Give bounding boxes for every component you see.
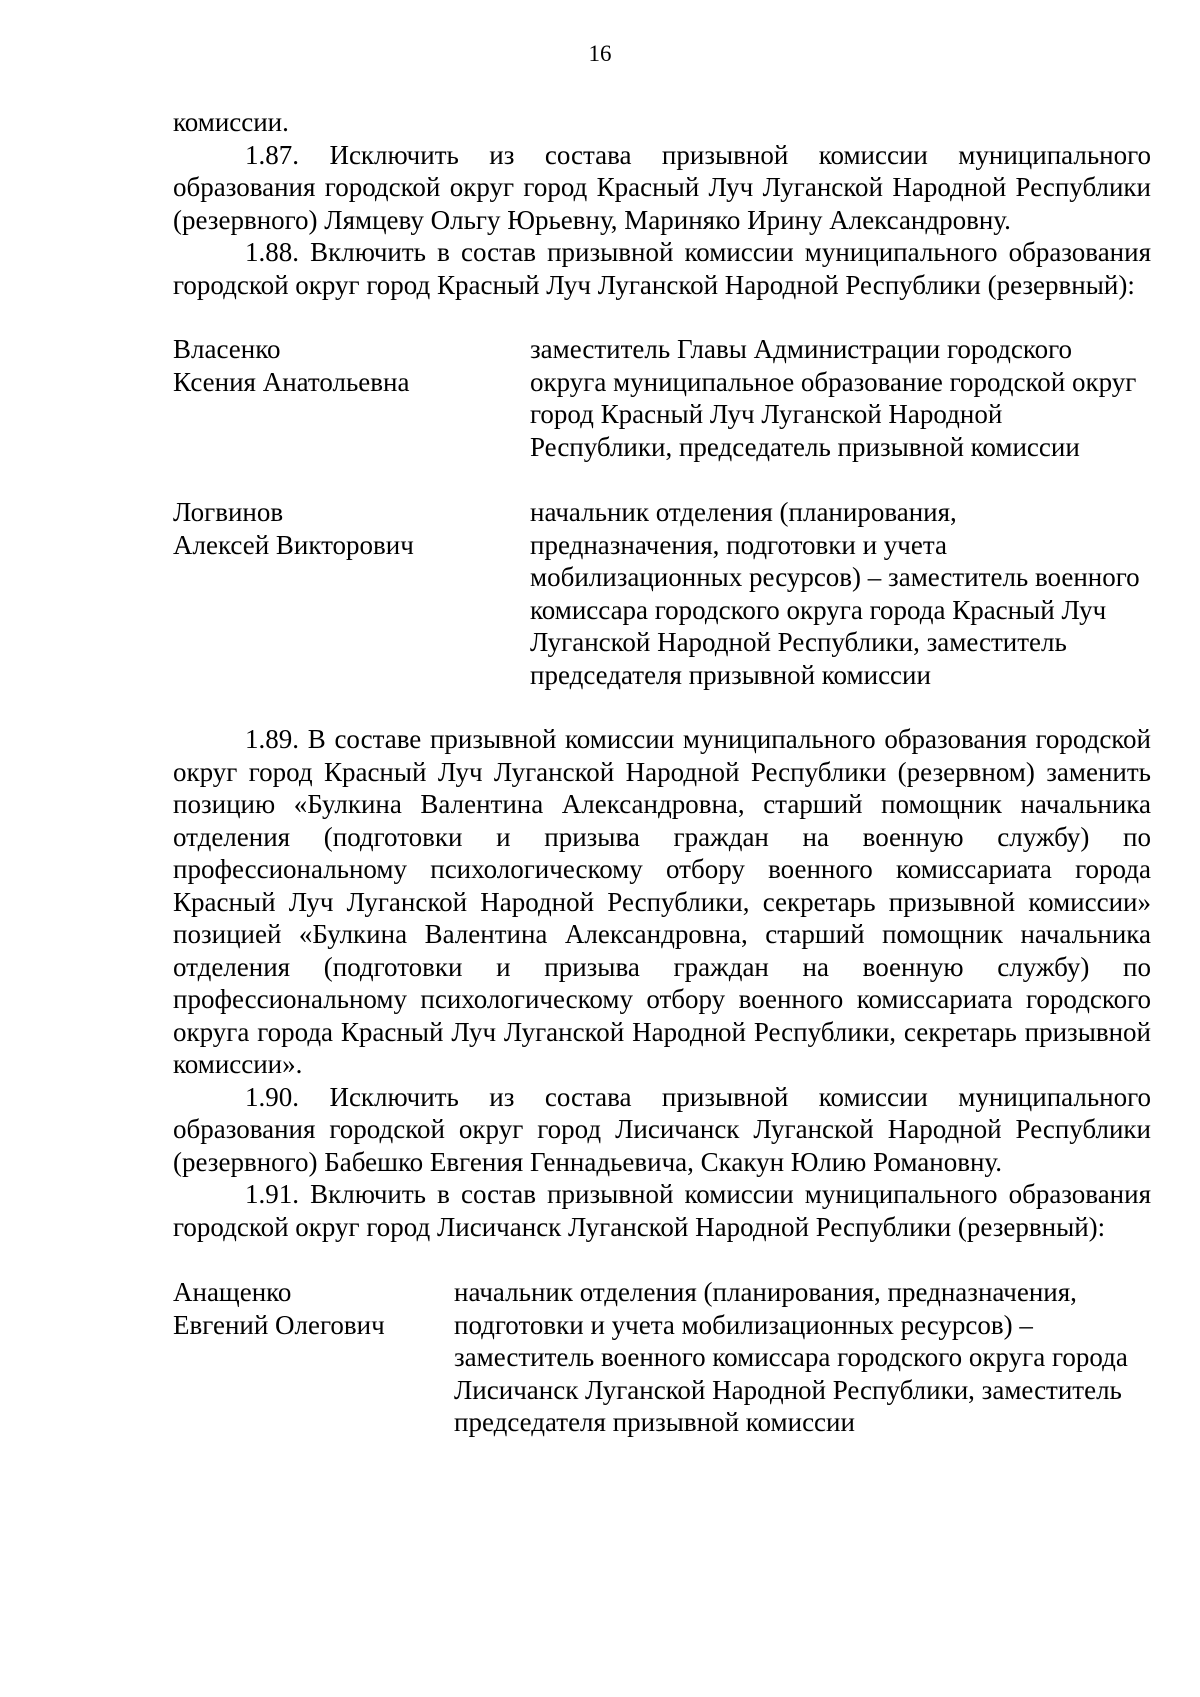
- paragraph-text: В составе призывной комиссии муниципального образования городской округ город Красный Луч Луганской Народной Республики (резервном) заменить позицию «Булкина Валентина Александровна, старший помощник начальника отделения (подготовки и призыва граждан на военную службу) по профессиональному психологическому отбору военного комиссариата города Красный Луч Луганской Народной Республики, секретарь призывной комиссии» позицией «Булкина Валентина Александровна, старший помощник начальника отделения (подготовки и призыва граждан на военную службу) по профессиональному психологическому отбору военного комиссариата городского округа города Красный Луч Луганской Народной Республики, секретарь призывной комиссии».: [173, 724, 1151, 1079]
- member-name: [173, 333, 530, 463]
- member-role: заместитель Главы Администрации городского округа муниципальное образование городской округ город Красный Луч Луганской Народной Республики, председатель призывной комиссии: [530, 334, 1137, 462]
- paragraph-text: Включить в состав призывной комиссии муниципального образования городской округ город Красный Луч Луганской Народной Республики (резервный):: [173, 237, 1151, 300]
- page-number: 16: [588, 41, 612, 66]
- paragraph-item-1-91: [173, 1178, 1151, 1243]
- paragraph-text: Включить в состав призывной комиссии муниципального образования городской округ город Лисичанск Луганской Народной Республики (резервный):: [173, 1179, 1151, 1242]
- member-surname: Логвинов: [173, 497, 284, 527]
- member-entry: [173, 496, 1151, 691]
- member-given-names: Ксения Анатольевна: [173, 366, 410, 397]
- paragraph-item-1-90: [173, 1081, 1151, 1179]
- paragraph-text: Исключить из состава призывной комиссии муниципального образования городской округ город Красный Луч Луганской Народной Республики (резервного) Лямцеву Ольгу Юрьевну, Мариняко Ирину Александровну.: [173, 139, 1151, 235]
- member-surname: Анащенко: [173, 1277, 292, 1307]
- item-number: 1.91.: [245, 1179, 299, 1209]
- member-role: начальник отделения (планирования, предназначения, подготовки и учета мобилизационных ресурсов) – заместитель военного комиссара городского округа города Красный Луч Луганской Народной Республики, заместитель председателя призывной комиссии: [530, 497, 1140, 690]
- member-surname: Власенко: [173, 334, 281, 364]
- member-name: [173, 1276, 454, 1439]
- member-given-names: Евгений Олегович: [173, 1309, 385, 1340]
- paragraph-text: Исключить из состава призывной комиссии муниципального образования городской округ город Лисичанск Луганской Народной Республики (резервного) Бабешко Евгения Геннадьевича, Скакун Юлию Романовну.: [173, 1081, 1151, 1177]
- paragraph-continuation: [173, 106, 1151, 139]
- member-given-names: Алексей Викторович: [173, 529, 414, 560]
- item-number: 1.88.: [245, 237, 299, 267]
- item-number: 1.87.: [245, 139, 299, 170]
- member-name: [173, 496, 530, 691]
- item-number: 1.89.: [245, 724, 299, 754]
- paragraph-item-1-88: [173, 236, 1151, 301]
- item-number: 1.90.: [245, 1081, 299, 1112]
- member-entry: [173, 333, 1151, 463]
- paragraph-text: комиссии.: [173, 107, 289, 137]
- paragraph-item-1-89: [173, 723, 1151, 1081]
- member-entry: [173, 1276, 1151, 1439]
- member-role: начальник отделения (планирования, предназначения, подготовки и учета мобилизационных ресурсов) – заместитель военного комиссара городского округа города Лисичанск Луганской Народной Республики, заместитель председателя призывной комиссии: [454, 1277, 1128, 1437]
- document-body: [173, 106, 1151, 1439]
- paragraph-item-1-87: [173, 139, 1151, 237]
